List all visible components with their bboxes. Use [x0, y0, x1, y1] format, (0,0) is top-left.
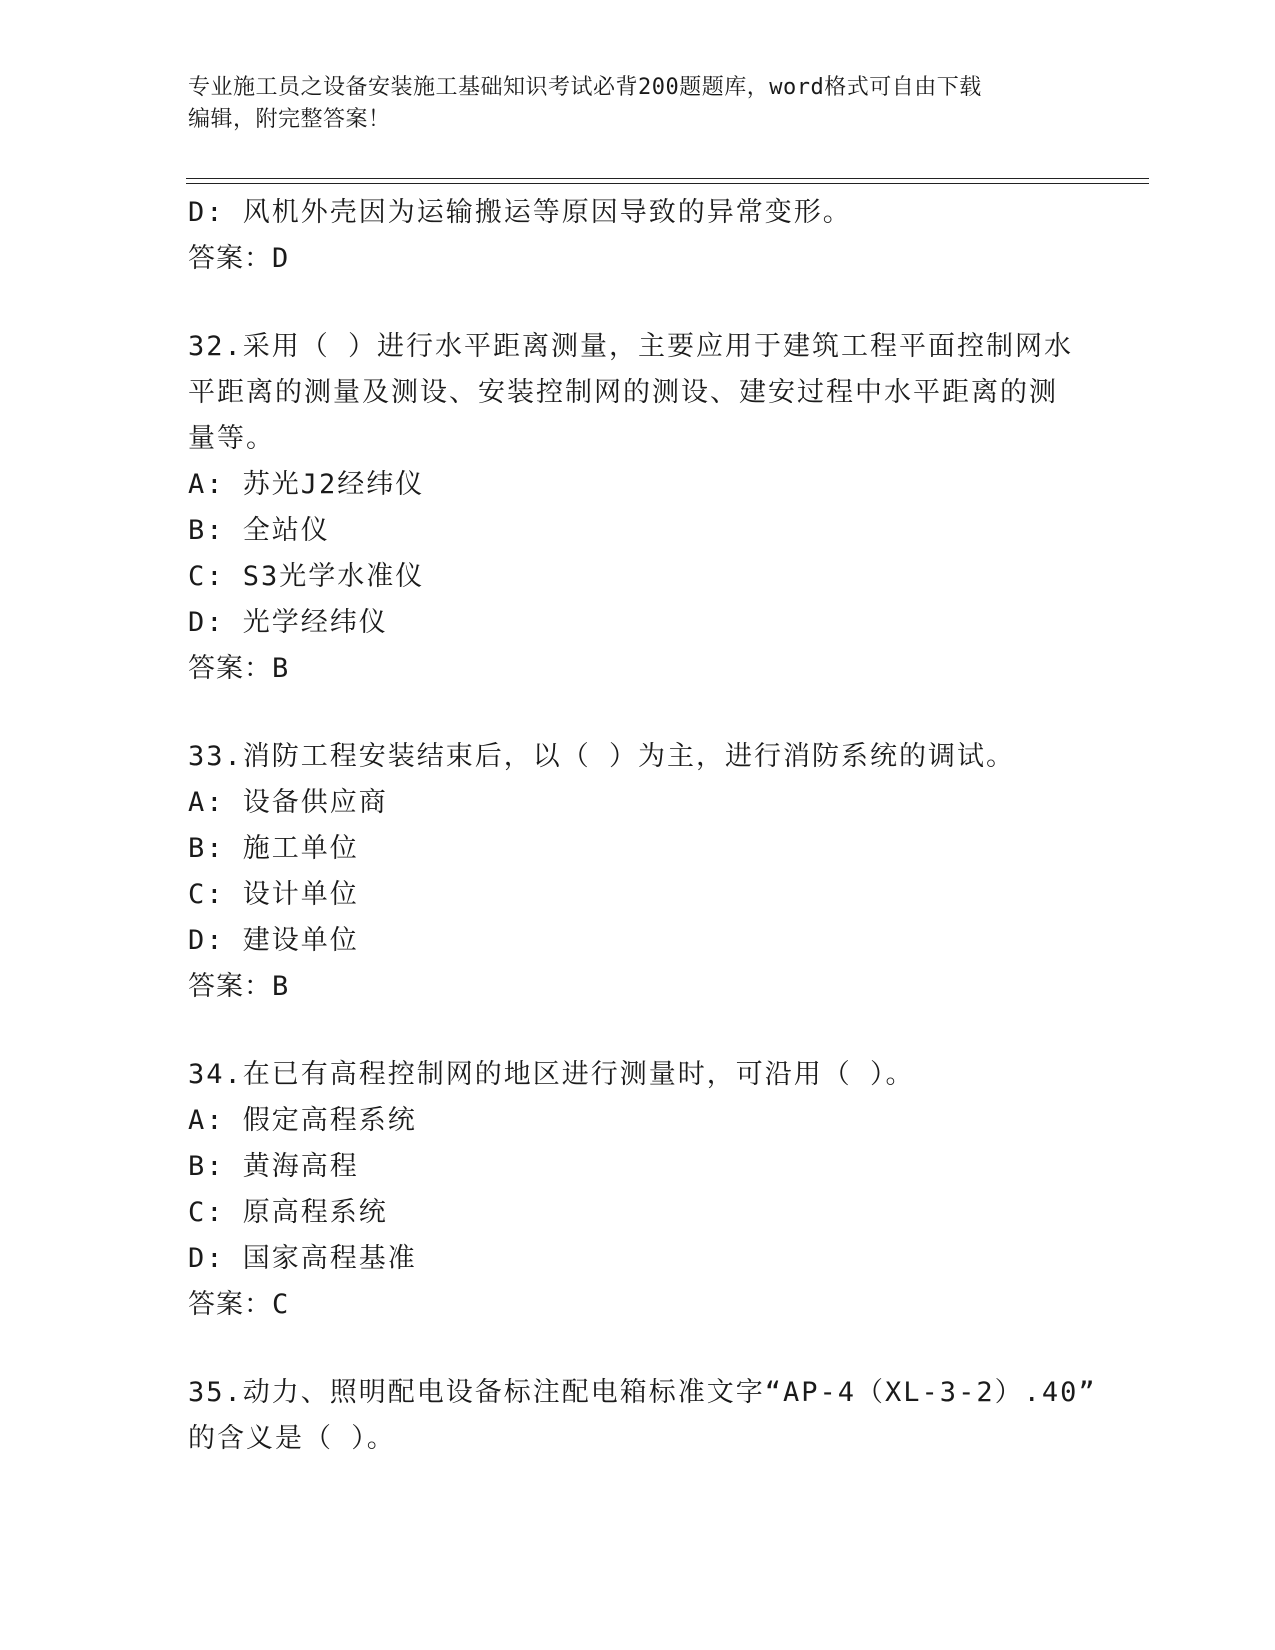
option-b: B: 施工单位	[188, 833, 359, 864]
question-stem: 量等。	[188, 423, 275, 454]
header-title-line-1: 专业施工员之设备安装施工基础知识考试必背200题题库，word格式可自由下载	[188, 75, 982, 100]
page-header	[188, 72, 1088, 136]
question-34	[188, 1052, 1088, 1328]
option-b: B: 全站仪	[188, 515, 330, 546]
option-b: B: 黄海高程	[188, 1151, 359, 1182]
answer-line: 答案：B	[188, 653, 290, 684]
header-divider-bottom	[186, 183, 1149, 184]
option-c: C: 原高程系统	[188, 1197, 388, 1228]
option-d: D: 国家高程基准	[188, 1243, 417, 1274]
question-list	[188, 190, 1097, 1462]
header-title-line-2: 编辑，附完整答案！	[188, 107, 391, 132]
option-d: D: 光学经纬仪	[188, 607, 388, 638]
option-d: D: 风机外壳因为运输搬运等原因导致的异常变形。	[188, 197, 852, 228]
question-stem: 33.消防工程安装结束后，以（ ）为主，进行消防系统的调试。	[188, 741, 1016, 772]
question-stem: 34.在已有高程控制网的地区进行测量时，可沿用（ ）。	[188, 1059, 915, 1090]
option-d: D: 建设单位	[188, 925, 359, 956]
question-stem: 平距离的测量及测设、安装控制网的测设、建安过程中水平距离的测	[188, 377, 1058, 408]
question-stem: 35.动力、照明配电设备标注配电箱标准文字“AP-4（XL-3-2）.40”	[188, 1377, 1097, 1408]
question-32	[188, 324, 1088, 692]
option-a: A: 设备供应商	[188, 787, 388, 818]
question-35	[188, 1370, 1097, 1462]
option-c: C: S3光学水准仪	[188, 561, 425, 592]
answer-line: 答案：C	[188, 1289, 290, 1320]
previous-question-tail	[188, 190, 1088, 282]
option-a: A: 苏光J2经纬仪	[188, 469, 425, 500]
header-divider-top	[186, 178, 1149, 179]
question-33	[188, 734, 1088, 1010]
answer-line: 答案：D	[188, 243, 290, 274]
answer-line: 答案：B	[188, 971, 290, 1002]
option-c: C: 设计单位	[188, 879, 359, 910]
option-a: A: 假定高程系统	[188, 1105, 417, 1136]
question-stem: 32.采用（ ）进行水平距离测量，主要应用于建筑工程平面控制网水	[188, 331, 1074, 362]
question-stem: 的含义是（ ）。	[188, 1423, 396, 1454]
